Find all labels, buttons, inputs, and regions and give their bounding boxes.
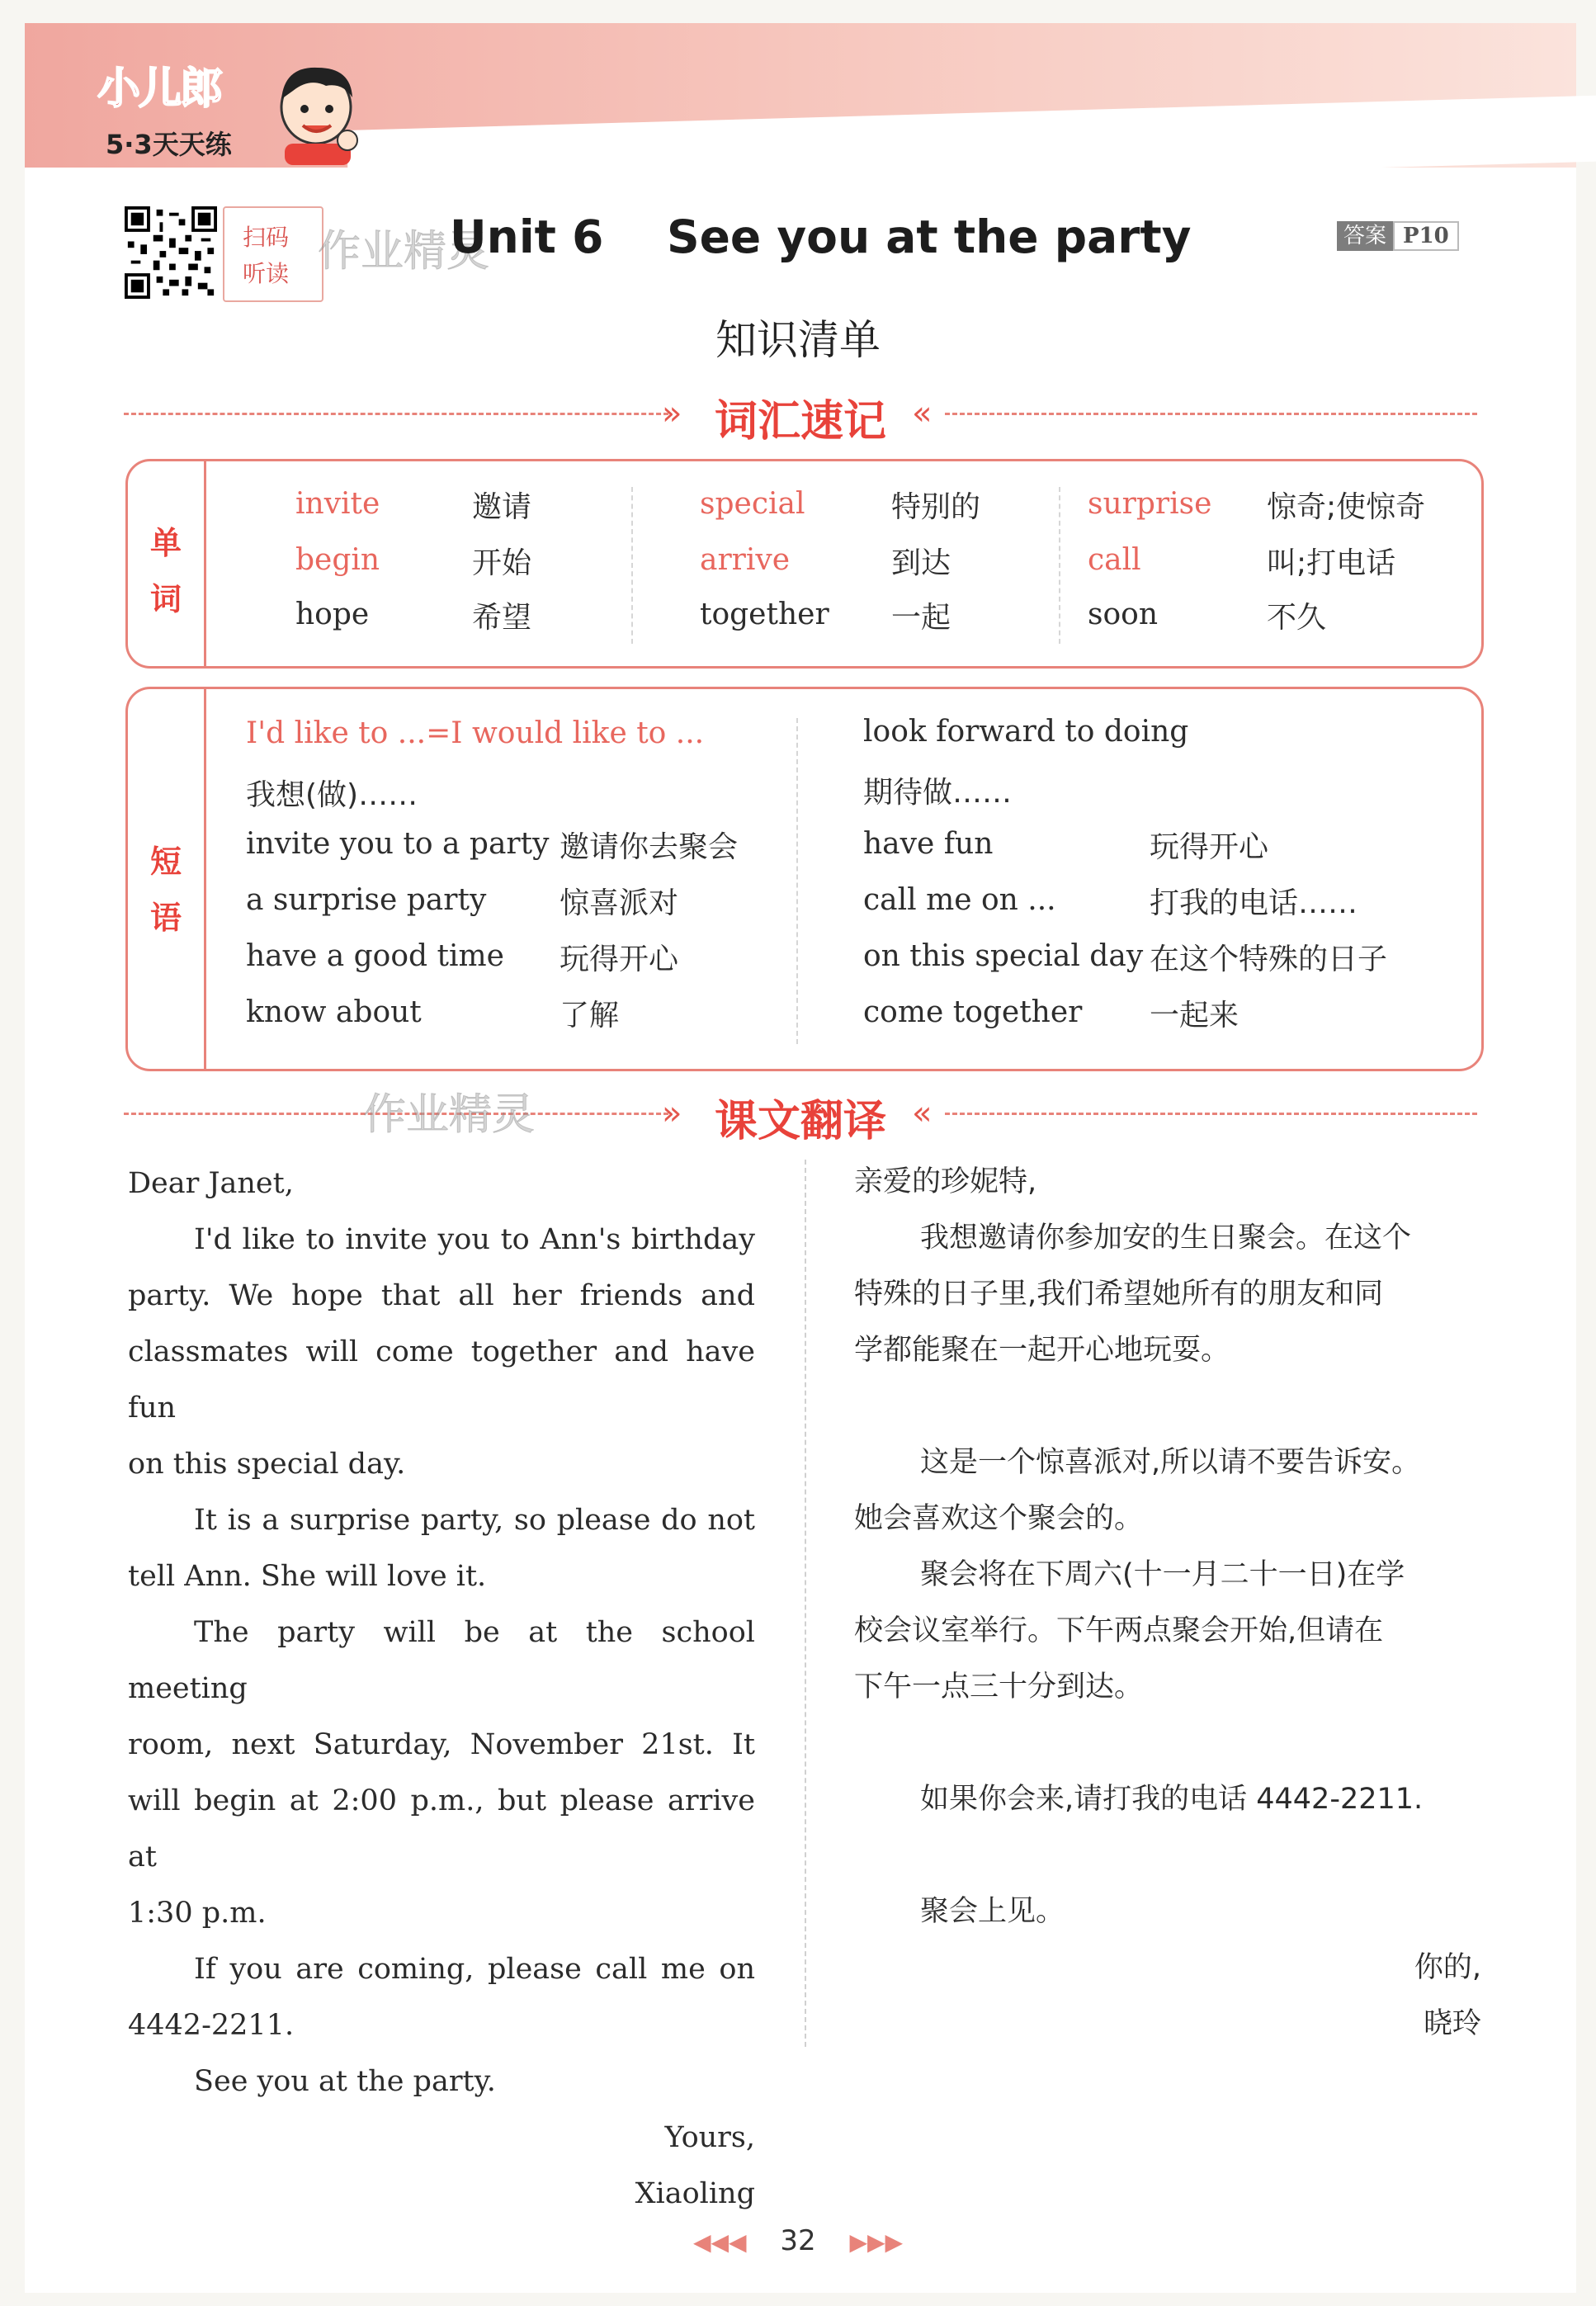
- phrase-zh: 玩得开心: [1150, 830, 1269, 864]
- answer-page: P10: [1393, 221, 1459, 251]
- letter-line: tell Ann. She will love it.: [128, 1560, 487, 1593]
- letter-line: 聚会上见。: [920, 1895, 1065, 1928]
- letter-line: room, next Saturday, November 21st. It: [128, 1728, 755, 1761]
- letter-line: 学都能聚在一起开心地玩耍。: [854, 1334, 1230, 1367]
- phrase-zh: 一起来: [1150, 999, 1239, 1033]
- watermark: 作业精灵: [318, 227, 490, 276]
- phrases-side-char: 语: [149, 900, 182, 936]
- closing: Yours,: [664, 2121, 755, 2154]
- letter-line: It is a surprise party, so please do not: [194, 1504, 755, 1537]
- word-en: together: [700, 598, 829, 631]
- word-zh: 特别的: [891, 490, 981, 524]
- letter-line: 4442-2211.: [128, 2009, 295, 2042]
- vocab-section-title: 词汇速记: [714, 397, 886, 447]
- unit-title: Unit 6 See you at the party: [450, 210, 1192, 263]
- double-chevron-right-icon: »: [662, 1094, 682, 1132]
- letter-line: party. We hope that all her friends and: [128, 1279, 755, 1312]
- prev-arrows-icon: ◀◀◀: [692, 2228, 747, 2256]
- letter-line: on this special day.: [128, 1448, 406, 1481]
- word-en: arrive: [700, 543, 791, 577]
- answer-badge[interactable]: [1337, 221, 1459, 251]
- words-side-char: 词: [149, 581, 182, 617]
- phrase-right-head-zh: 期待做……: [863, 776, 1013, 810]
- letter-line: classmates will come together and have fun: [128, 1335, 755, 1425]
- letter-line: 下午一点三十分到达。: [854, 1670, 1144, 1704]
- brand-subtitle: 5·3天天练: [106, 129, 232, 160]
- letter-line: 聚会将在下周六(十一月二十一日)在学: [920, 1558, 1405, 1591]
- translation-section-header: [124, 1088, 1477, 1146]
- letter-line: 我想邀请你参加安的生日聚会。在这个: [920, 1222, 1412, 1255]
- phrase-right-head: look forward to doing: [863, 715, 1189, 749]
- english-letter: [128, 1155, 755, 2222]
- column-divider: [805, 1160, 806, 2047]
- answer-label: 答案: [1337, 221, 1393, 251]
- signature: 晓玲: [1423, 2007, 1481, 2040]
- word-en: invite: [295, 487, 380, 521]
- word-zh: 开始: [472, 546, 532, 580]
- phrase-zh: 玩得开心: [560, 943, 679, 976]
- word-zh: 不久: [1267, 601, 1327, 635]
- word-en: begin: [295, 543, 380, 577]
- phrases-side: [128, 689, 206, 1069]
- phrase-en: have fun: [863, 827, 994, 861]
- letter-line: 如果你会来,请打我的电话 4442-2211.: [920, 1783, 1424, 1816]
- signature: Xiaoling: [635, 2177, 755, 2210]
- word-zh: 到达: [891, 546, 951, 580]
- phrase-en: come together: [863, 995, 1083, 1029]
- qr-code-icon[interactable]: [122, 206, 220, 299]
- vocab-section-header: [124, 388, 1477, 447]
- salutation: 亲爱的珍妮特,: [854, 1165, 1037, 1198]
- word-en: call: [1088, 543, 1141, 577]
- word-zh: 惊奇;使惊奇: [1267, 490, 1426, 524]
- phrase-en: on this special day: [863, 939, 1144, 973]
- letter-line: See you at the party.: [194, 2065, 496, 2098]
- double-chevron-left-icon: «: [912, 1094, 933, 1132]
- mascot-icon: [268, 58, 367, 165]
- word-en: soon: [1088, 598, 1159, 631]
- letter-line: 1:30 p.m.: [128, 1897, 267, 1930]
- word-zh: 邀请: [472, 490, 532, 524]
- scan-label: 扫码: [243, 224, 290, 251]
- page-footer: [0, 2224, 1596, 2257]
- phrase-en: know about: [246, 995, 422, 1029]
- phrase-en: call me on ...: [863, 883, 1056, 917]
- phrase-zh: 了解: [560, 999, 620, 1033]
- phrases-side-char: 短: [149, 843, 182, 880]
- words-side: [128, 461, 206, 666]
- salutation: Dear Janet,: [128, 1167, 294, 1200]
- column-divider: [631, 487, 633, 644]
- double-chevron-left-icon: «: [912, 395, 933, 432]
- phrase-zh: 打我的电话……: [1150, 886, 1358, 920]
- phrase-en: a surprise party: [246, 883, 487, 917]
- next-arrows-icon: ▶▶▶: [849, 2228, 904, 2256]
- letter-line: 校会议室举行。下午两点聚会开始,但请在: [854, 1614, 1384, 1647]
- double-chevron-right-icon: »: [662, 395, 682, 432]
- phrase-zh: 邀请你去聚会: [560, 830, 739, 864]
- letter-line: 这是一个惊喜派对,所以请不要告诉安。: [920, 1446, 1421, 1479]
- chinese-letter: [854, 1154, 1481, 2052]
- phrase-left-head: I'd like to ...=I would like to ...: [246, 716, 705, 750]
- column-divider: [796, 718, 798, 1044]
- page-number: 32: [780, 2224, 816, 2257]
- word-zh: 希望: [472, 601, 532, 635]
- phrase-en: invite you to a party: [246, 827, 550, 861]
- letter-line: 她会喜欢这个聚会的。: [854, 1502, 1144, 1535]
- letter-line: If you are coming, please call me on: [194, 1953, 755, 1986]
- scan-listen-badge[interactable]: [223, 206, 323, 302]
- word-zh: 一起: [891, 601, 951, 635]
- phrase-zh: 在这个特殊的日子: [1150, 943, 1388, 976]
- letter-line: The party will be at the school meeting: [128, 1616, 755, 1705]
- phrase-left-head-zh: 我想(做)……: [246, 778, 418, 812]
- brand-logo: 小儿郎: [97, 64, 222, 114]
- word-zh: 叫;打电话: [1267, 546, 1396, 580]
- knowledge-title: 知识清单: [715, 316, 881, 364]
- letter-line: 特殊的日子里,我们希望她所有的朋友和同: [854, 1278, 1384, 1311]
- letter-line: I'd like to invite you to Ann's birthday: [194, 1223, 755, 1256]
- words-side-char: 单: [149, 525, 182, 561]
- watermark: 作业精灵: [363, 1090, 536, 1140]
- phrase-en: have a good time: [246, 939, 504, 973]
- letter-line: will begin at 2:00 p.m., but please arrive at: [128, 1784, 755, 1874]
- translation-section-title: 课文翻译: [714, 1097, 886, 1146]
- word-en: surprise: [1088, 487, 1212, 521]
- closing: 你的,: [1414, 1951, 1481, 1984]
- word-en: hope: [295, 598, 370, 631]
- word-en: special: [700, 487, 805, 521]
- phrase-zh: 惊喜派对: [560, 886, 679, 920]
- column-divider: [1059, 487, 1060, 644]
- listen-label: 听读: [243, 260, 290, 287]
